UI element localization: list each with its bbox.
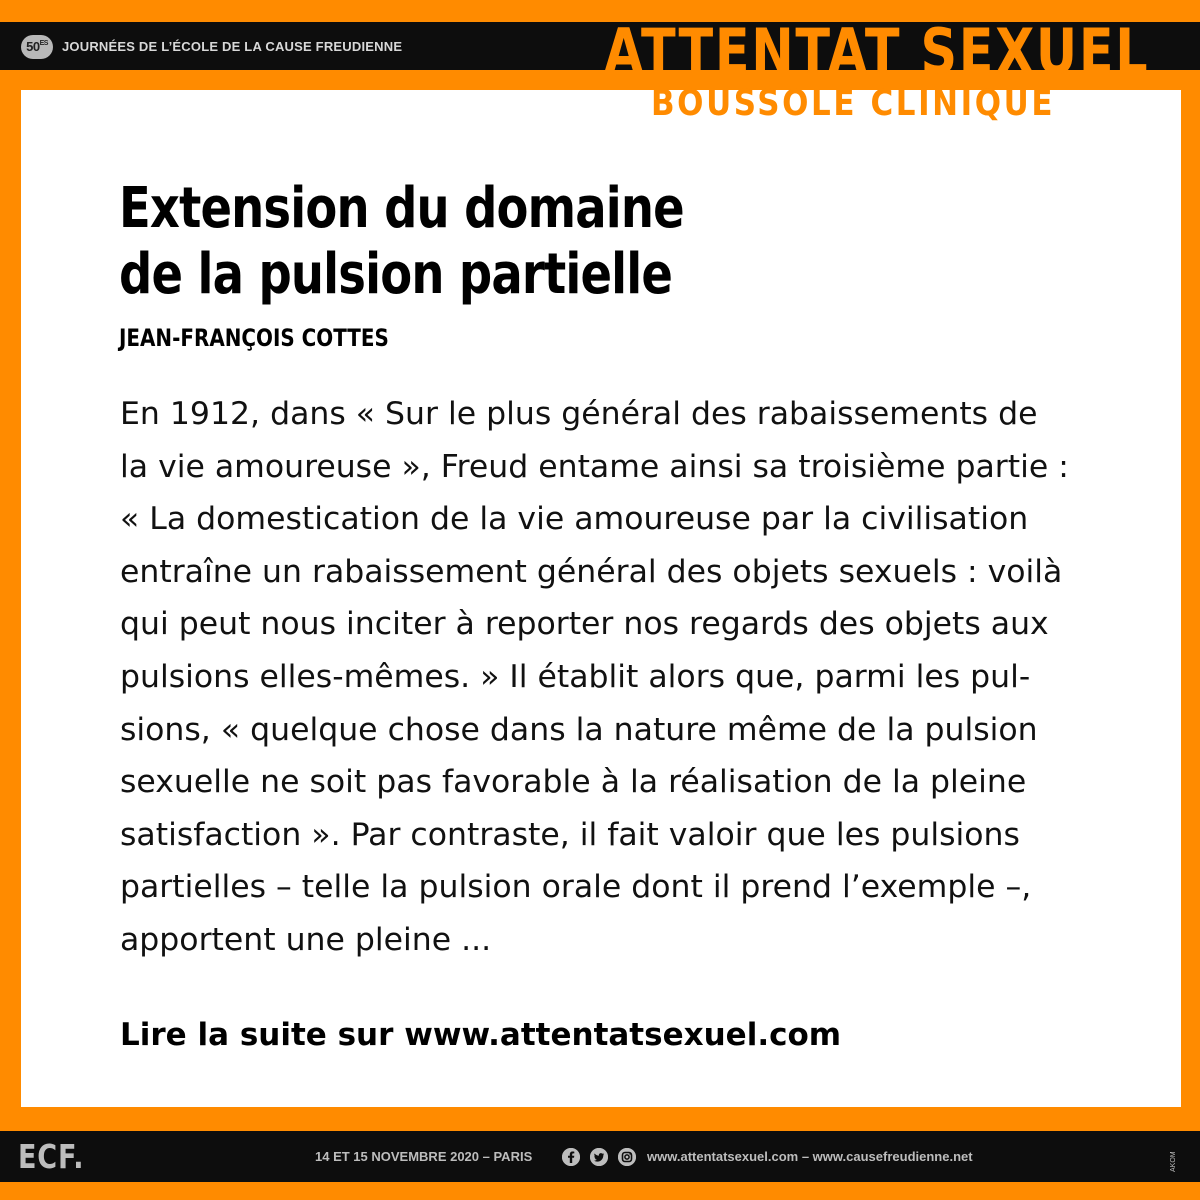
- website-links[interactable]: www.attentatsexuel.com – www.causefreudienne.net: [647, 1149, 973, 1164]
- article-author: JEAN-FRANÇOIS COTTES: [119, 324, 389, 352]
- article-body-line-4: entraîne un rabaissement général des objets sexuels : voilà: [120, 553, 1063, 590]
- article-body-line-7: sions, « quelque chose dans la nature même de la pulsion: [120, 711, 1038, 748]
- article-body-line-2: la vie amoureuse », Freud entame ainsi sa troisième partie :: [120, 448, 1069, 485]
- article-body-line-1: En 1912, dans « Sur le plus général des rabaissements de: [120, 396, 1038, 432]
- twitter-icon[interactable]: [590, 1148, 608, 1166]
- badge-number: 50: [26, 39, 40, 54]
- article-body-line-9: satisfaction ». Par contraste, il fait valoir que les pulsions: [120, 816, 1020, 853]
- poster-subheadline: BOUSSOLE CLINIQUE: [651, 83, 1056, 124]
- poster-headline: ATTENTAT SEXUEL: [604, 15, 1150, 88]
- ecf-logo: ECF.: [18, 1137, 85, 1176]
- badge-suffix: ES: [39, 40, 48, 47]
- article-body-line-11: apportent une pleine ...: [120, 921, 492, 958]
- event-name: JOURNÉES DE L’ÉCOLE DE LA CAUSE FREUDIENNE: [62, 39, 403, 54]
- article-body-line-3: « La domestication de la vie amoureuse par la civilisation: [120, 501, 1029, 538]
- instagram-icon[interactable]: [618, 1148, 636, 1166]
- article-body-line-8: sexuelle ne soit pas favorable à la réalisation de la pleine: [120, 764, 1027, 801]
- article-body: [120, 388, 1082, 967]
- anniversary-badge: [21, 35, 53, 59]
- read-more-link[interactable]: Lire la suite sur www.attentatsexuel.com: [120, 1017, 842, 1053]
- article-body-line-6: pulsions elles-mêmes. » Il établit alors que, parmi les pul-: [120, 658, 1031, 695]
- article-title-line-2: de la pulsion partielle: [119, 242, 673, 307]
- article-body-line-10: partielles – telle la pulsion orale dont il prend l’exemple –,: [120, 869, 1032, 906]
- event-dates: 14 ET 15 NOVEMBRE 2020 – PARIS: [315, 1149, 533, 1164]
- article-title-line-1: Extension du domaine: [119, 176, 684, 241]
- facebook-icon[interactable]: [562, 1148, 580, 1166]
- article-body-line-5: qui peut nous inciter à reporter nos regards des objets aux: [120, 606, 1049, 643]
- article-title: [119, 176, 684, 308]
- agency-credit: AKOM: [1170, 1151, 1177, 1172]
